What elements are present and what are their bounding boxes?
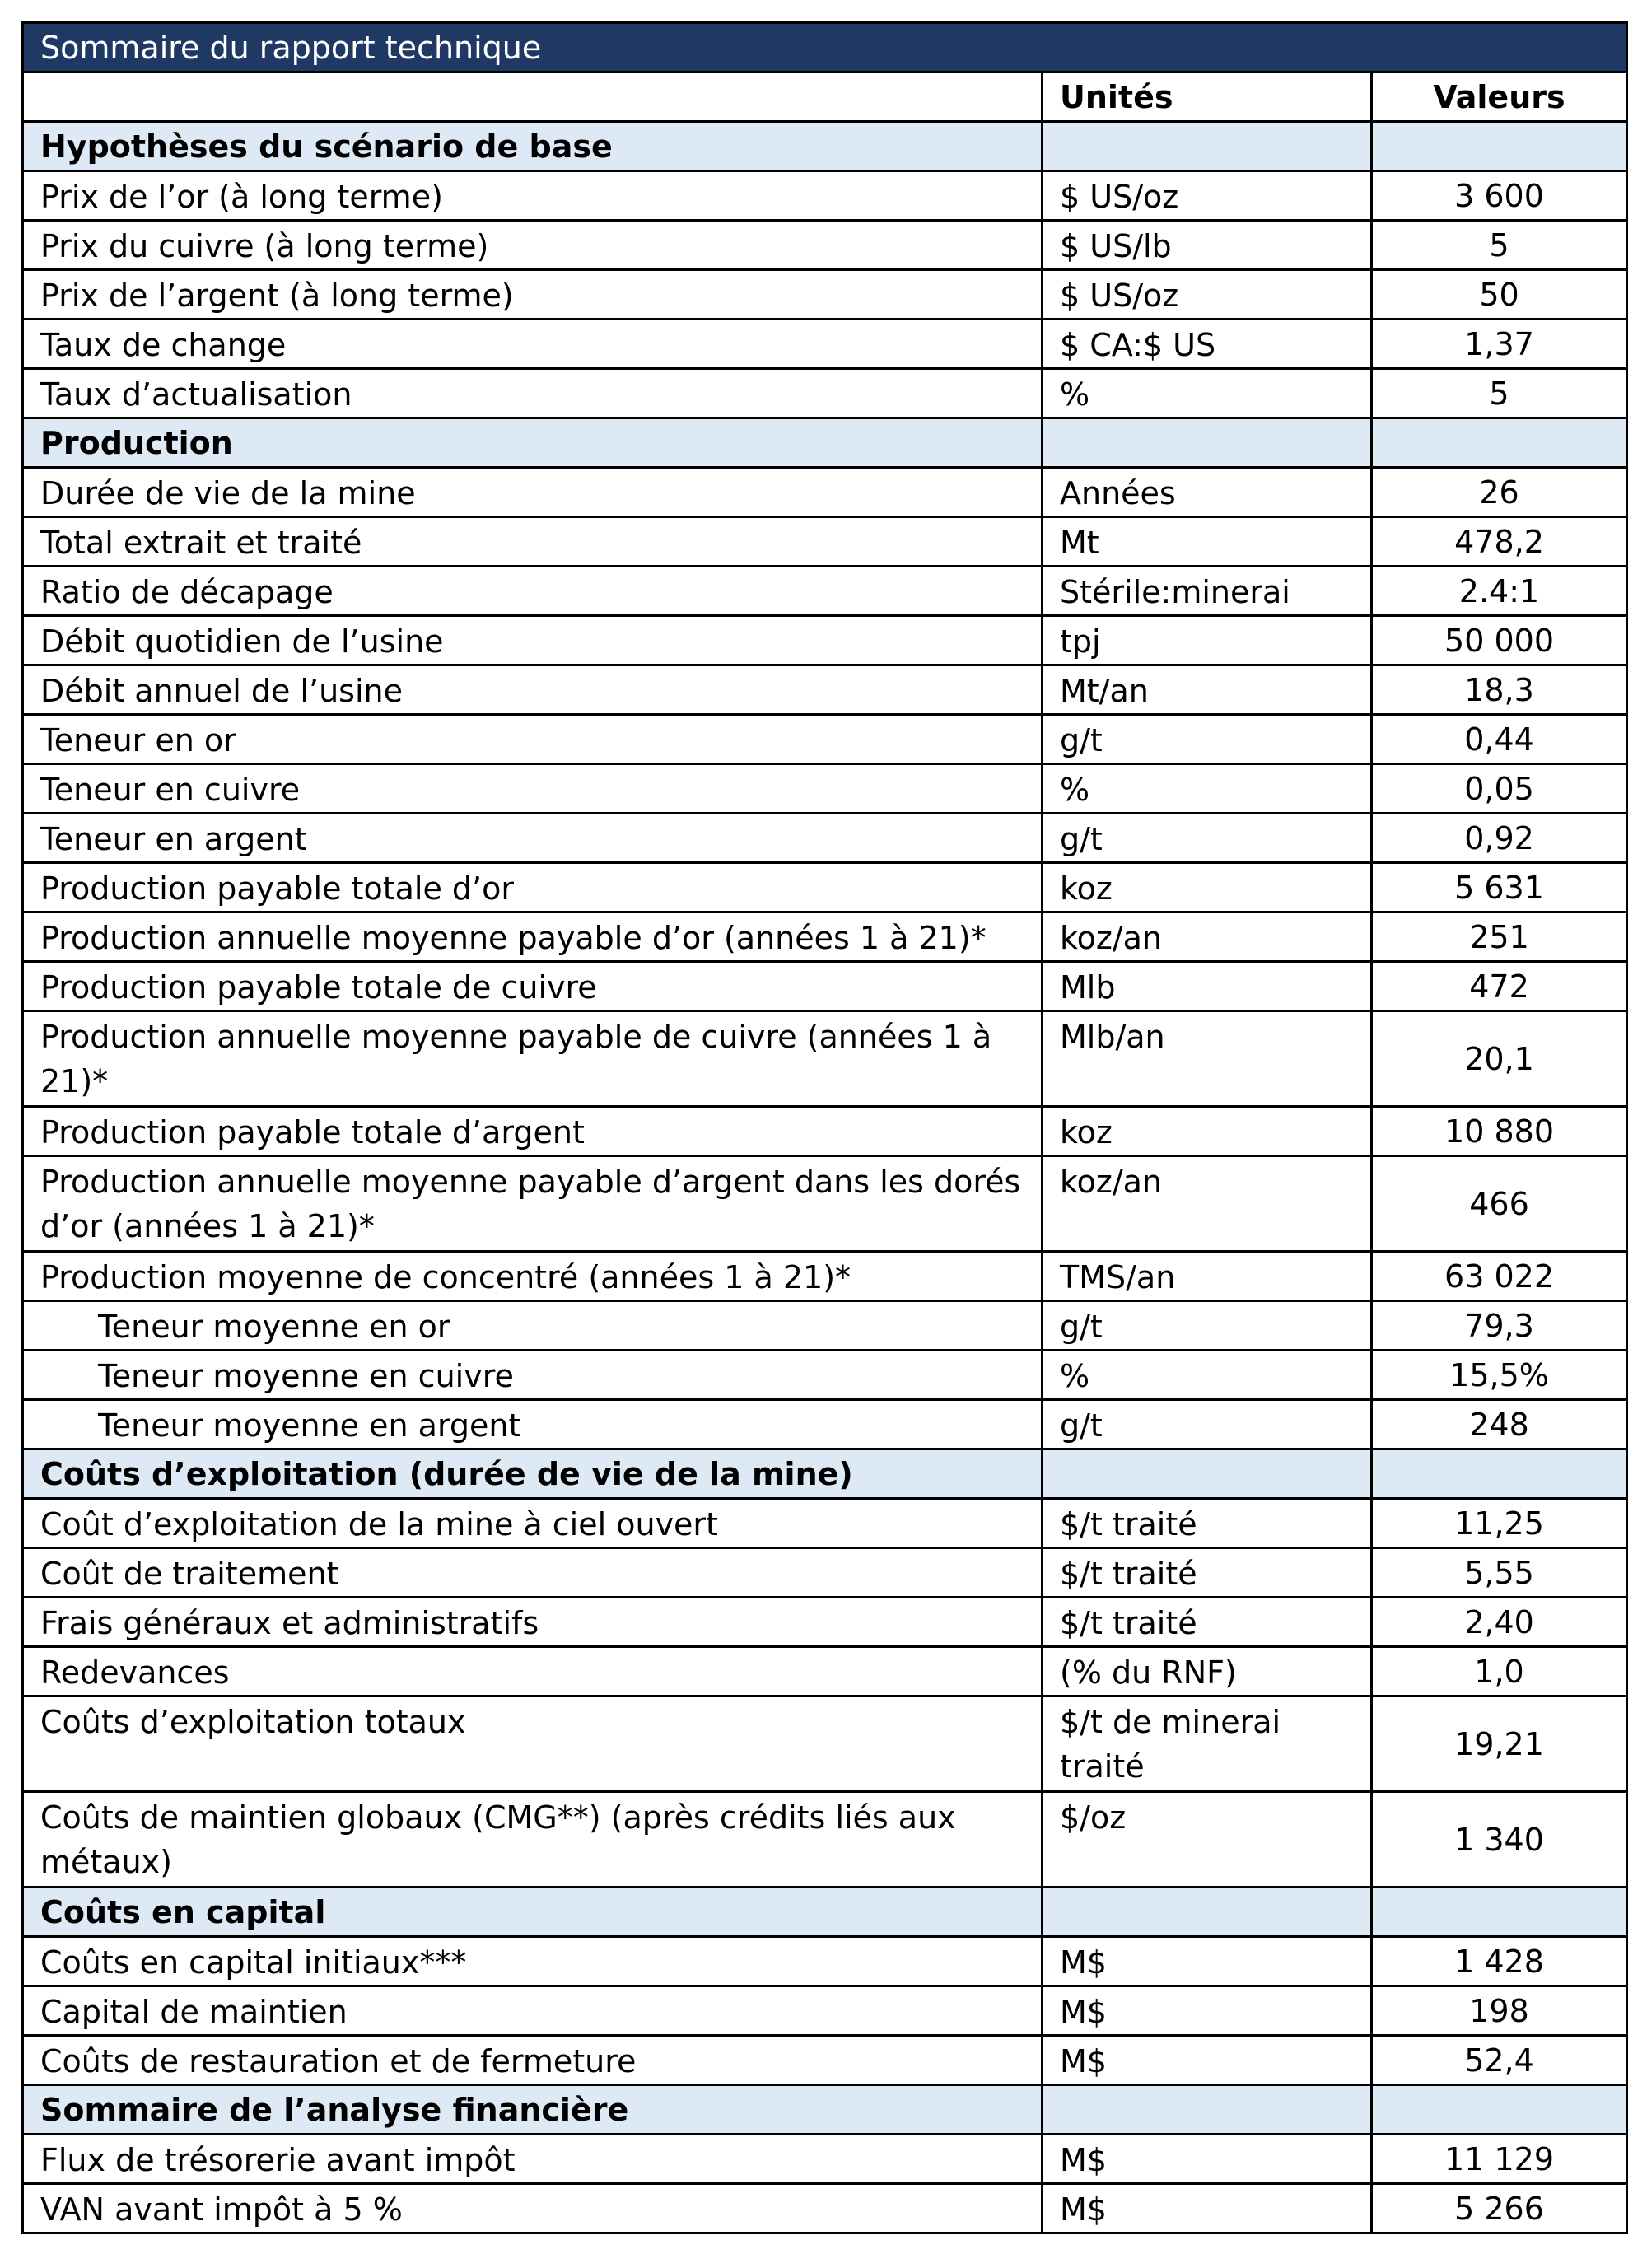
table-row (23, 665, 1627, 715)
table-row (23, 1301, 1627, 1351)
row-unit: g/t (1043, 1400, 1372, 1449)
row-label: Capital de maintien (23, 1986, 1043, 2036)
row-unit: $/t traité (1043, 1548, 1372, 1598)
row-value: 5 (1372, 369, 1627, 418)
section-units-cell (1043, 1449, 1372, 1499)
row-value: 11 129 (1372, 2135, 1627, 2184)
row-value: 63 022 (1372, 1252, 1627, 1301)
section-header-row (23, 1449, 1627, 1499)
table-row (23, 1499, 1627, 1548)
summary-table-body (23, 23, 1627, 2233)
row-unit: $/t traité (1043, 1499, 1372, 1548)
row-value: 52,4 (1372, 2036, 1627, 2085)
row-label: Coût de traitement (23, 1548, 1043, 1598)
row-value: 10 880 (1372, 1107, 1627, 1156)
table-row (23, 1156, 1627, 1252)
table-row (23, 1986, 1627, 2036)
row-unit: koz/an (1043, 912, 1372, 962)
row-unit: g/t (1043, 715, 1372, 764)
row-label: Débit annuel de l’usine (23, 665, 1043, 715)
section-title: Coûts en capital (23, 1888, 1043, 1937)
table-row (23, 369, 1627, 418)
row-value: 0,05 (1372, 764, 1627, 814)
row-value: 472 (1372, 962, 1627, 1011)
row-value: 478,2 (1372, 517, 1627, 567)
row-label: Teneur en argent (23, 814, 1043, 863)
table-row (23, 1011, 1627, 1107)
row-label: Coût d’exploitation de la mine à ciel ouvert (23, 1499, 1043, 1548)
summary-table (21, 21, 1628, 2234)
row-unit: Mlb/an (1043, 1011, 1372, 1107)
row-value: 50 000 (1372, 616, 1627, 665)
section-units-cell (1043, 1888, 1372, 1937)
row-label: Production annuelle moyenne payable d’or (années 1 à 21)* (23, 912, 1043, 962)
row-label: Teneur moyenne en cuivre (23, 1351, 1043, 1400)
row-unit: M$ (1043, 2184, 1372, 2233)
row-label: Production payable totale d’or (23, 863, 1043, 912)
row-value: 18,3 (1372, 665, 1627, 715)
row-value: 20,1 (1372, 1011, 1627, 1107)
row-value: 2,40 (1372, 1598, 1627, 1647)
row-value: 50 (1372, 270, 1627, 320)
row-value: 1 340 (1372, 1792, 1627, 1888)
row-label: Ratio de décapage (23, 567, 1043, 616)
row-label: Durée de vie de la mine (23, 468, 1043, 517)
row-label: Débit quotidien de l’usine (23, 616, 1043, 665)
row-unit: Années (1043, 468, 1372, 517)
row-label: Frais généraux et administratifs (23, 1598, 1043, 1647)
row-unit: M$ (1043, 1937, 1372, 1986)
row-unit: M$ (1043, 2036, 1372, 2085)
row-value: 1,0 (1372, 1647, 1627, 1696)
column-header-units: Unités (1043, 72, 1372, 122)
table-title-row (23, 23, 1627, 72)
column-header-row (23, 72, 1627, 122)
row-unit: % (1043, 764, 1372, 814)
row-label: Teneur en cuivre (23, 764, 1043, 814)
table-row (23, 912, 1627, 962)
table-row (23, 468, 1627, 517)
row-label: Prix de l’argent (à long terme) (23, 270, 1043, 320)
row-label: Prix du cuivre (à long terme) (23, 221, 1043, 270)
row-label: Coûts de restauration et de fermeture (23, 2036, 1043, 2085)
table-row (23, 962, 1627, 1011)
row-unit: tpj (1043, 616, 1372, 665)
table-title: Sommaire du rapport technique (23, 23, 1627, 72)
row-label: Teneur moyenne en or (23, 1301, 1043, 1351)
row-unit: % (1043, 369, 1372, 418)
row-unit: (% du RNF) (1043, 1647, 1372, 1696)
section-values-cell (1372, 122, 1627, 171)
row-value: 3 600 (1372, 171, 1627, 221)
row-value: 1,37 (1372, 320, 1627, 369)
row-unit: % (1043, 1351, 1372, 1400)
row-unit: $/t de minerai traité (1043, 1696, 1372, 1792)
section-title: Coûts d’exploitation (durée de vie de la mine) (23, 1449, 1043, 1499)
row-unit: Mt (1043, 517, 1372, 567)
table-row (23, 814, 1627, 863)
row-unit: Mt/an (1043, 665, 1372, 715)
row-value: 26 (1372, 468, 1627, 517)
section-values-cell (1372, 1449, 1627, 1499)
row-value: 2.4:1 (1372, 567, 1627, 616)
row-unit: Mlb (1043, 962, 1372, 1011)
row-label: Coûts d’exploitation totaux (23, 1696, 1043, 1792)
section-units-cell (1043, 122, 1372, 171)
row-label: Production payable totale de cuivre (23, 962, 1043, 1011)
table-row (23, 616, 1627, 665)
section-header-row (23, 2085, 1627, 2135)
row-unit: $/oz (1043, 1792, 1372, 1888)
section-units-cell (1043, 418, 1372, 468)
row-label: Total extrait et traité (23, 517, 1043, 567)
row-label: Coûts en capital initiaux*** (23, 1937, 1043, 1986)
table-row (23, 320, 1627, 369)
row-unit: $ CA:$ US (1043, 320, 1372, 369)
row-unit: Stérile:minerai (1043, 567, 1372, 616)
table-row (23, 2184, 1627, 2233)
row-label: Taux d’actualisation (23, 369, 1043, 418)
table-row (23, 1107, 1627, 1156)
row-unit: $ US/oz (1043, 171, 1372, 221)
row-unit: $/t traité (1043, 1598, 1372, 1647)
column-header-label (23, 72, 1043, 122)
table-row (23, 1598, 1627, 1647)
row-unit: g/t (1043, 1301, 1372, 1351)
section-title: Sommaire de l’analyse financière (23, 2085, 1043, 2135)
section-values-cell (1372, 418, 1627, 468)
table-row (23, 1647, 1627, 1696)
row-value: 11,25 (1372, 1499, 1627, 1548)
section-values-cell (1372, 1888, 1627, 1937)
row-value: 5 (1372, 221, 1627, 270)
row-label: Flux de trésorerie avant impôt (23, 2135, 1043, 2184)
table-row (23, 270, 1627, 320)
section-units-cell (1043, 2085, 1372, 2135)
table-row (23, 221, 1627, 270)
row-label: Production moyenne de concentré (années 1 à 21)* (23, 1252, 1043, 1301)
table-row (23, 171, 1627, 221)
section-header-row (23, 122, 1627, 171)
section-values-cell (1372, 2085, 1627, 2135)
row-unit: $ US/lb (1043, 221, 1372, 270)
row-label: Prix de l’or (à long terme) (23, 171, 1043, 221)
row-value: 19,21 (1372, 1696, 1627, 1792)
table-row (23, 1252, 1627, 1301)
table-row (23, 567, 1627, 616)
row-label: Production annuelle moyenne payable de cuivre (années 1 à 21)* (23, 1011, 1043, 1107)
table-row (23, 863, 1627, 912)
table-row (23, 517, 1627, 567)
table-row (23, 1548, 1627, 1598)
table-row (23, 2036, 1627, 2085)
row-value: 198 (1372, 1986, 1627, 2036)
row-value: 1 428 (1372, 1937, 1627, 1986)
row-value: 5 266 (1372, 2184, 1627, 2233)
table-row (23, 715, 1627, 764)
row-unit: koz/an (1043, 1156, 1372, 1252)
row-label: Coûts de maintien globaux (CMG**) (après crédits liés aux métaux) (23, 1792, 1043, 1888)
column-header-values: Valeurs (1372, 72, 1627, 122)
row-unit: $ US/oz (1043, 270, 1372, 320)
section-header-row (23, 418, 1627, 468)
table-row (23, 1792, 1627, 1888)
row-unit: M$ (1043, 2135, 1372, 2184)
row-unit: TMS/an (1043, 1252, 1372, 1301)
table-row (23, 1400, 1627, 1449)
table-row (23, 2135, 1627, 2184)
table-row (23, 764, 1627, 814)
row-value: 248 (1372, 1400, 1627, 1449)
section-title: Production (23, 418, 1043, 468)
row-value: 15,5% (1372, 1351, 1627, 1400)
section-title: Hypothèses du scénario de base (23, 122, 1043, 171)
row-value: 251 (1372, 912, 1627, 962)
row-unit: g/t (1043, 814, 1372, 863)
row-label: Taux de change (23, 320, 1043, 369)
row-label: VAN avant impôt à 5 % (23, 2184, 1043, 2233)
row-value: 79,3 (1372, 1301, 1627, 1351)
row-value: 5 631 (1372, 863, 1627, 912)
row-value: 0,92 (1372, 814, 1627, 863)
row-label: Production payable totale d’argent (23, 1107, 1043, 1156)
table-row (23, 1937, 1627, 1986)
table-row (23, 1696, 1627, 1792)
row-label: Teneur moyenne en argent (23, 1400, 1043, 1449)
row-unit: koz (1043, 1107, 1372, 1156)
row-label: Production annuelle moyenne payable d’argent dans les dorés d’or (années 1 à 21)* (23, 1156, 1043, 1252)
row-value: 466 (1372, 1156, 1627, 1252)
row-value: 0,44 (1372, 715, 1627, 764)
row-unit: M$ (1043, 1986, 1372, 2036)
section-header-row (23, 1888, 1627, 1937)
row-label: Teneur en or (23, 715, 1043, 764)
row-value: 5,55 (1372, 1548, 1627, 1598)
table-row (23, 1351, 1627, 1400)
row-label: Redevances (23, 1647, 1043, 1696)
row-unit: koz (1043, 863, 1372, 912)
